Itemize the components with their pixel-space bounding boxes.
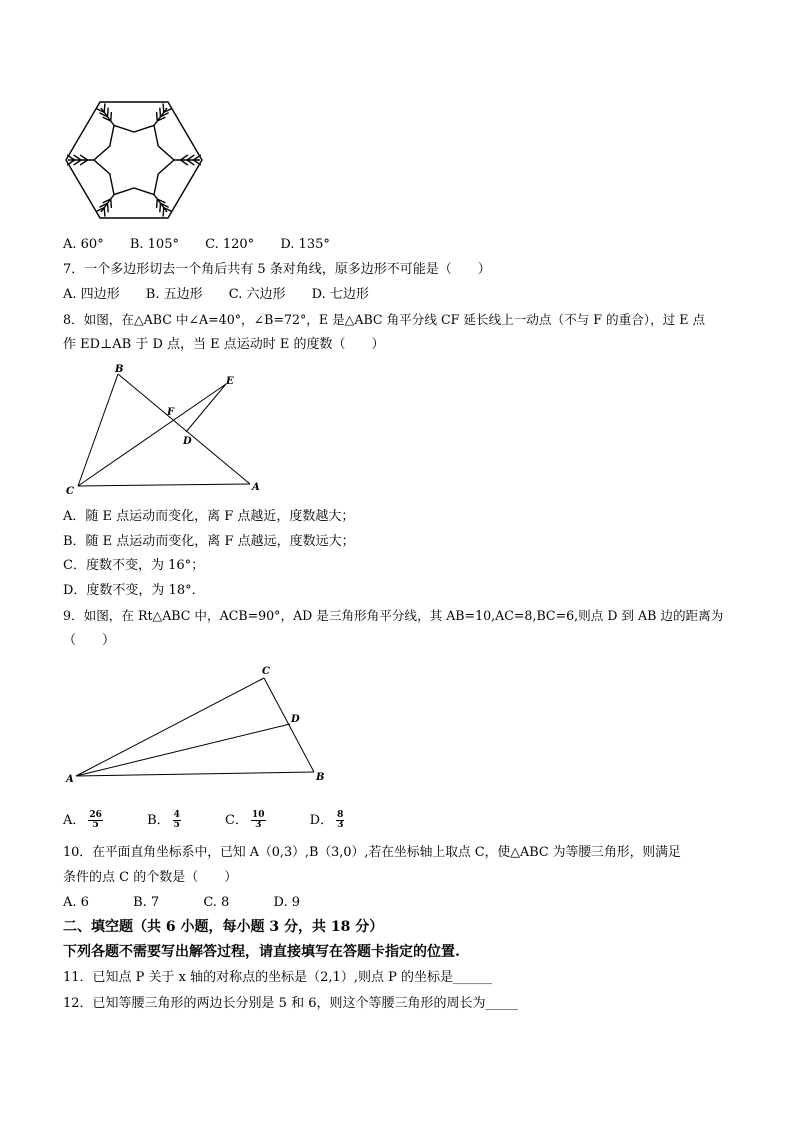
q9-line-cb — [264, 678, 314, 772]
q9-triangle-figure — [62, 662, 332, 786]
star-feather — [160, 108, 161, 117]
q7-options — [63, 286, 391, 304]
q8-label-a: A — [252, 482, 260, 493]
q8-triangle-figure — [62, 360, 272, 500]
section2-title: 二、填空题（共 6 小题，每小题 3 分，共 18 分） — [63, 919, 384, 935]
q8-label-f: F — [167, 407, 175, 418]
star-feather — [104, 103, 105, 112]
q12-stem: 12．已知等腰三角形的两边长分别是 5 和 6，则这个等腰三角形的周长为_____ — [63, 996, 518, 1011]
q9-option-b[interactable]: B． $\frac{4}{5}$ — [147, 810, 180, 830]
q10-option-c[interactable]: C. 8 — [203, 895, 230, 910]
star-feather — [163, 103, 164, 112]
q11-stem: 11．已知点 P 关于 x 轴的对称点的坐标是（2,1）,则点 P 的坐标是______ — [63, 970, 492, 985]
q10-stem-line2: 条件的点 C 的个数是（ ） — [63, 870, 238, 885]
q8-label-b: B — [115, 364, 124, 375]
star-feather — [111, 199, 112, 208]
q7-option-b[interactable]: B. 五边形 — [145, 287, 203, 302]
q6-option-a[interactable]: A. 60° — [63, 237, 104, 252]
q7-option-d[interactable]: D. 七边形 — [311, 287, 369, 302]
q8-stem-line2: 作 ED⊥AB 于 D 点，当 E 点运动时 E 的度数（ ） — [63, 337, 385, 352]
section2-instruction: 下列各题不需要写出解答过程，请直接填写在答题卡指定的位置. — [63, 944, 460, 960]
q8-line-ba — [118, 374, 250, 484]
star-feather — [163, 208, 164, 217]
star-feather — [181, 155, 188, 160]
star-feather — [157, 199, 158, 208]
q9-option-a[interactable]: A． $\frac{26}{5}$ — [63, 810, 102, 830]
q10-option-d[interactable]: D. 9 — [273, 895, 300, 910]
q9-stem-line1: 9．如图，在 Rt△ABC 中，ACB=90°，AD 是三角形角平分线，其 AB=10,AC=8,BC=6,则点 D 到 AB 边的距离为 — [63, 608, 724, 623]
star-feather — [181, 160, 188, 165]
q9-label-c: C — [262, 666, 270, 677]
q10-option-a[interactable]: A. 6 — [63, 895, 89, 910]
star-feather — [157, 112, 158, 121]
q8-option-c[interactable]: C．度数不变，为 16°； — [63, 558, 205, 573]
star-feather — [74, 160, 81, 165]
hexagon-star-figure — [64, 98, 204, 222]
q7-stem: 7．一个多边形切去一个角后共有 5 条对角线，原多边形不可能是（ ） — [63, 262, 491, 277]
q9-line-ab — [76, 772, 314, 776]
q8-option-d[interactable]: D．度数不变，为 18°． — [63, 583, 205, 598]
star-feather — [108, 203, 109, 212]
q8-label-c: C — [66, 486, 74, 497]
q8-option-a[interactable]: A．随 E 点运动而变化，离 F 点越近，度数越大； — [63, 509, 355, 524]
q9-label-b: B — [316, 772, 325, 783]
q9-stem-line2: （ ） — [63, 633, 116, 648]
q9-line-ad — [76, 724, 290, 776]
star-feather — [80, 155, 87, 160]
q9-label-a: A — [66, 774, 74, 785]
q9-label-d: D — [291, 714, 300, 725]
star-feather — [74, 155, 81, 160]
q8-stem-line1: 8．如图，在△ABC 中∠A=40°，∠B=72°，E 是△ABC 角平分线 CF 延长线上一动点（不与 F 的重合），过 E 点 — [63, 312, 706, 327]
q10-stem-line1: 10．在平面直角坐标系中，已知 A（0,3）,B（3,0）,若在坐标轴上取点 C，使△ABC 为等腰三角形，则满足 — [63, 845, 681, 860]
q9-options — [63, 806, 384, 836]
star-feather — [80, 160, 87, 165]
q8-label-d: D — [183, 436, 192, 447]
q8-line-bc — [78, 374, 118, 486]
q8-line-ca — [78, 484, 250, 486]
q10-option-b[interactable]: B. 7 — [133, 895, 160, 910]
q9-line-ac — [76, 678, 264, 776]
star-feather — [108, 108, 109, 117]
q8-option-b[interactable]: B．随 E 点运动而变化，离 F 点越远，度数远大； — [63, 534, 355, 549]
q8-label-e: E — [226, 376, 234, 387]
star-feather — [187, 155, 194, 160]
q6-option-b[interactable]: B. 105° — [129, 237, 179, 252]
q6-options — [63, 236, 352, 254]
q7-option-a[interactable]: A. 四边形 — [63, 287, 120, 302]
star-feather — [111, 112, 112, 121]
q8-line-ce — [78, 384, 226, 486]
q6-option-d[interactable]: D. 135° — [280, 237, 330, 252]
star-feather — [160, 203, 161, 212]
q10-options — [63, 894, 322, 912]
q7-option-c[interactable]: C. 六边形 — [228, 287, 286, 302]
q6-option-c[interactable]: C. 120° — [205, 237, 255, 252]
star-feather — [187, 160, 194, 165]
q9-option-c[interactable]: C． $\frac{10}{3}$ — [225, 810, 265, 830]
star-feather — [104, 208, 105, 217]
q9-option-d[interactable]: D． $\frac{8}{3}$ — [309, 810, 344, 830]
